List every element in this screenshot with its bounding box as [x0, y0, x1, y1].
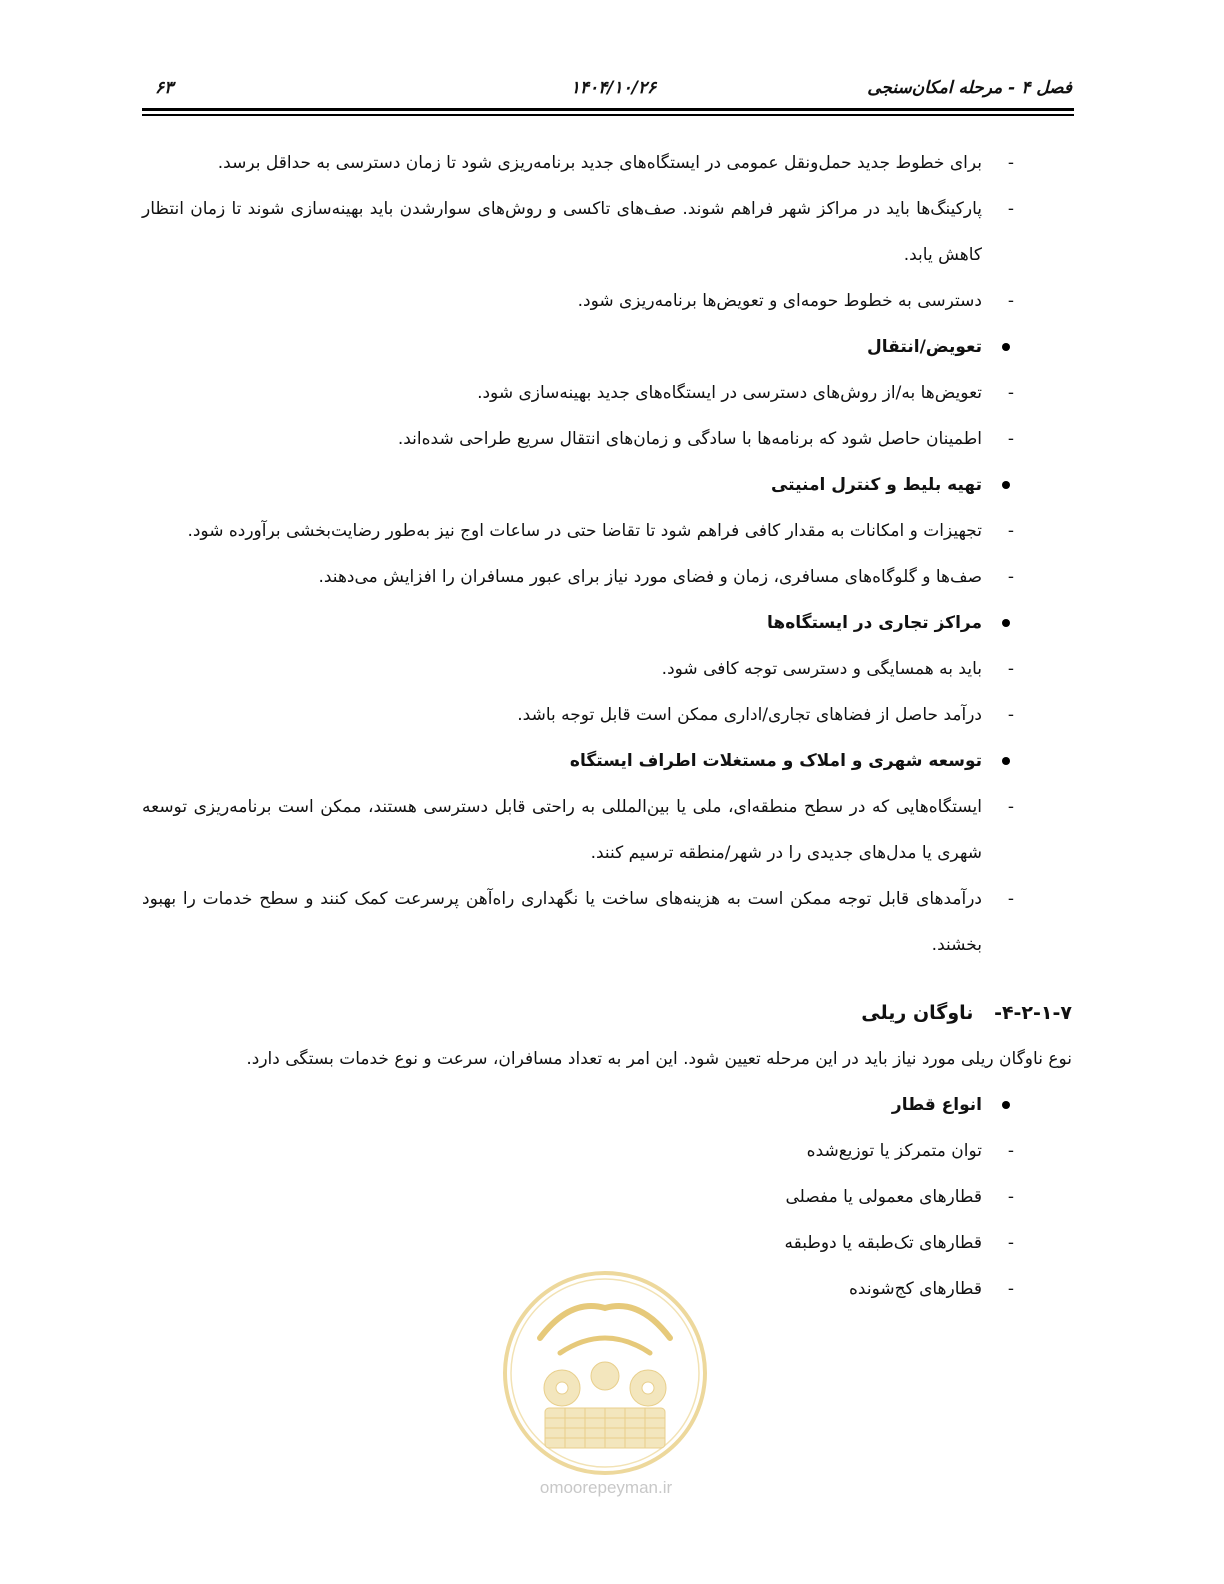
- list-item-text: پارکینگ‌ها باید در مراکز شهر فراهم شوند. صف‌های تاکسی و روش‌های سوارشدن باید بهینه‌سازی شوند تا زمان انتظار کاهش یابد.: [142, 199, 982, 265]
- dash-marker-icon: -: [1007, 153, 1014, 173]
- dash-marker-icon: -: [1007, 199, 1014, 219]
- bullet-dot-icon: [1002, 757, 1010, 765]
- page-number: ۶۳: [155, 78, 174, 98]
- dash-marker-icon: -: [1007, 383, 1014, 403]
- bullet-text: توسعه شهری و املاک و مستغلات اطراف ایستگاه: [569, 751, 982, 771]
- list-item-text: درآمدهای قابل توجه ممکن است به هزینه‌های ساخت یا نگهداری راه‌آهن پرسرعت کمک کنند و سطح خدمات را بهبود بخشند.: [142, 889, 982, 955]
- dash-marker-icon: -: [1007, 291, 1014, 311]
- dash-marker-icon: -: [1007, 521, 1014, 541]
- train-type-item: [142, 1128, 1072, 1174]
- list-item-text: صف‌ها و گلوگاه‌های مسافری، زمان و فضای مورد نیاز برای عبور مسافران را افزایش می‌دهند.: [318, 567, 982, 587]
- dash-marker-icon: -: [1007, 1233, 1014, 1253]
- chapter-title: فصل ۴ - مرحله امکان‌سنجی: [867, 78, 1072, 98]
- section-number: ۴-۲-۱-۷-: [994, 1002, 1072, 1024]
- train-type-text: توان متمرکز یا توزیع‌شده: [806, 1141, 982, 1161]
- bullet-text: مراکز تجاری در ایستگاه‌ها: [767, 613, 982, 633]
- bullet-dot-icon: [1002, 1101, 1010, 1109]
- train-type-text: قطارهای معمولی یا مفصلی: [785, 1187, 982, 1207]
- list-item: [142, 646, 1072, 692]
- list-item-text: درآمد حاصل از فضاهای تجاری/اداری ممکن است قابل توجه باشد.: [517, 705, 982, 725]
- list-item: [142, 784, 1072, 876]
- bullet-heading: [142, 600, 1072, 646]
- header-date: ۱۴۰۴/۱۰/۲۶: [570, 78, 657, 98]
- dash-marker-icon: -: [1007, 889, 1014, 909]
- train-type-text: قطارهای کج‌شونده: [849, 1279, 982, 1299]
- bullet-text: تعویض/انتقال: [867, 337, 982, 357]
- train-type-item: [142, 1174, 1072, 1220]
- train-type-text: قطارهای تک‌طبقه یا دوطبقه: [784, 1233, 982, 1253]
- list-item-text: اطمینان حاصل شود که برنامه‌ها با سادگی و زمان‌های انتقال سریع طراحی شده‌اند.: [397, 429, 982, 449]
- document-body: [142, 140, 1072, 1312]
- list-item: [142, 370, 1072, 416]
- dash-marker-icon: -: [1007, 1141, 1014, 1161]
- dash-marker-icon: -: [1007, 429, 1014, 449]
- dash-marker-icon: -: [1007, 1279, 1014, 1299]
- dash-marker-icon: -: [1007, 567, 1014, 587]
- watermark-url: omoorepeyman.ir: [539, 1478, 673, 1497]
- dash-marker-icon: -: [1007, 1187, 1014, 1207]
- list-item: [142, 140, 1072, 186]
- section-title: ناوگان ریلی: [861, 1002, 974, 1024]
- dash-marker-icon: -: [1007, 797, 1014, 817]
- list-item-text: تجهیزات و امکانات به مقدار کافی فراهم شود تا تقاضا حتی در ساعات اوج نیز به‌طور رضایت‌بخشی برآورده شود.: [187, 521, 982, 541]
- bullet-heading: [142, 1082, 1072, 1128]
- list-item: [142, 416, 1072, 462]
- header-rule-thin: [142, 114, 1074, 116]
- bullet-heading: [142, 738, 1072, 784]
- list-item: [142, 278, 1072, 324]
- section-heading: [142, 990, 1072, 1036]
- bullet-dot-icon: [1002, 481, 1010, 489]
- bullet-dot-icon: [1002, 343, 1010, 351]
- list-item-text: باید به همسایگی و دسترسی توجه کافی شود.: [661, 659, 982, 679]
- list-item: [142, 876, 1072, 968]
- seal-watermark-icon: [500, 1268, 710, 1478]
- dash-marker-icon: -: [1007, 705, 1014, 725]
- bullet-text: انواع قطار: [891, 1095, 982, 1115]
- list-item: [142, 508, 1072, 554]
- list-item: [142, 554, 1072, 600]
- bullet-heading: [142, 462, 1072, 508]
- list-item: [142, 692, 1072, 738]
- page-header: [155, 72, 1072, 112]
- content-list: [142, 140, 1072, 968]
- list-item: [142, 186, 1072, 278]
- list-item-text: دسترسی به خطوط حومه‌ای و تعویض‌ها برنامه‌ریزی شود.: [577, 291, 982, 311]
- bullet-dot-icon: [1002, 619, 1010, 627]
- section-intro: نوع ناوگان ریلی مورد نیاز باید در این مرحله تعیین شود. این امر به تعداد مسافران، سرعت و نوع خدمات بستگی دارد.: [246, 1049, 1072, 1069]
- list-item-text: برای خطوط جدید حمل‌ونقل عمومی در ایستگاه‌های جدید برنامه‌ریزی شود تا زمان دسترسی به حداقل برسد.: [217, 153, 982, 173]
- header-rule-thick: [142, 108, 1074, 111]
- list-item-text: تعویض‌ها به/از روش‌های دسترسی در ایستگاه‌های جدید بهینه‌سازی شود.: [477, 383, 982, 403]
- list-item-text: ایستگاه‌هایی که در سطح منطقه‌ای، ملی یا بین‌المللی به راحتی قابل دسترسی هستند، ممکن است برنامه‌ریزی توسعه شهری یا مدل‌های جدیدی را در شهر/منطقه ترسیم کنند.: [142, 797, 982, 863]
- train-type-item: [142, 1220, 1072, 1266]
- bullet-heading: [142, 324, 1072, 370]
- bullet-text: تهیه بلیط و کنترل امنیتی: [770, 475, 982, 495]
- dash-marker-icon: -: [1007, 659, 1014, 679]
